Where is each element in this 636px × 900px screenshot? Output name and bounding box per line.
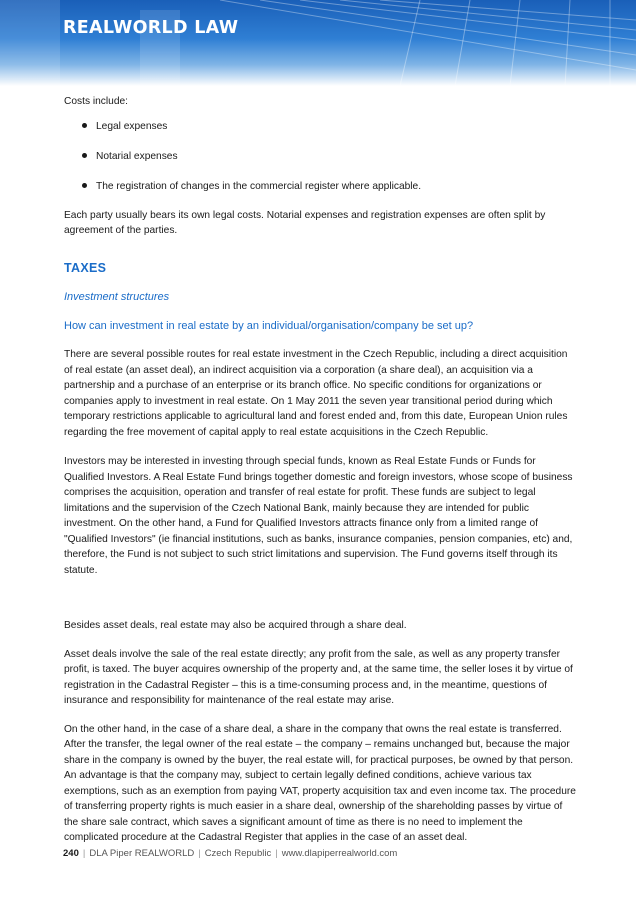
paragraph: Investors may be interested in investing through special funds, known as Real Estate Funds or Funds for Qualified Investors. A Real Estate Fund brings together domestic and foreign investors, whose scope of business comprises the acquisition, operation and transfer of real estate for profit. These funds are subject to legal limitations and the supervision of the Czech National Bank, mainly because they are intended for public investment. On the other hand, a Fund for Qualified Investors attracts finance only from a limited range of "Qualified Investors" (ie financial institutions, such as banks, insurance companies, pension companies, etc) and, therefore, the Fund is not subject to such strict limitations and supervision. The Fund governs itself through its statute.	[64, 456, 573, 576]
paragraph: Asset deals involve the sale of the real estate directly; any profit from the sale, as well as any property transfer profit, is taxed. The buyer acquires ownership of the property and, at the same time, the seller loses it by virtue of registration in the Cadastral Register – this is a time-consuming process and, in the meantime, questions of insurance and responsibility for maintenance of the real estate may arise.	[64, 648, 573, 706]
bullet-icon	[82, 183, 87, 188]
bullet-icon	[82, 123, 87, 128]
list-item-text: Legal expenses	[96, 120, 168, 132]
list-item-text: Notarial expenses	[96, 150, 178, 162]
page-footer	[63, 848, 397, 859]
list-item	[64, 119, 576, 135]
footer-divider: |	[82, 848, 86, 859]
page-number: 240	[63, 848, 79, 859]
paragraph: On the other hand, in the case of a share deal, a share in the company that owns the real estate is transferred. After the transfer, the legal owner of the real estate – the company – remains unchanged but, because the major share in the company is owned by the buyer, the real estate will, for practical purposes, be owned by that person. An advantage is that the company may, subject to certain legally defined conditions, achieve various tax exemptions, such as an exemption from paying VAT, property acquisition tax and even income tax. The procedure of transferring property rights is much easier in a share deal, ownership of the shareholding passes by virtue of the share sale contract, which saves a significant amount of time as there is no need to implement the complicated procedure at the Cadastral Register that applies in the case of an asset deal.	[64, 723, 576, 843]
list-item-text: The registration of changes in the commercial register where applicable.	[96, 180, 422, 192]
paragraph: There are several possible routes for real estate investment in the Czech Republic, including a direct acquisition of real estate (an asset deal), an indirect acquisition via a corporation (a share deal), an acquisition via a partnership and a purchase of an enterprise or its branch office. No specific conditions for organizations or companies apply to investment in real estate. On 1 May 2011 the seven year transitional period during which temporary restrictions applicable to agricultural land and forest ended and, from this date, European Union rules regarding the free movement of capital apply to real estate acquisitions in the Czech Republic.	[64, 349, 568, 438]
costs-note: Each party usually bears its own legal costs. Notarial expenses and registration expenses are often split by agreement of the parties.	[64, 209, 546, 236]
footer-country: Czech Republic	[204, 848, 272, 859]
page-content	[64, 92, 576, 846]
footer-divider: |	[198, 848, 201, 859]
footer-website[interactable]: www.dlapiperrealworld.com	[281, 848, 398, 859]
subsection-heading: Investment structures	[64, 291, 170, 303]
question-heading: How can investment in real estate by an individual/organisation/company be set up?	[64, 319, 474, 332]
footer-divider: |	[275, 848, 278, 859]
header-banner	[0, 0, 636, 86]
header-title: REALWORLD LAW	[63, 18, 239, 38]
list-item	[64, 149, 576, 165]
section-heading: TAXES	[64, 260, 107, 275]
building-graphic	[0, 0, 636, 86]
paragraph: Besides asset deals, real estate may also be acquired through a share deal.	[64, 620, 407, 631]
costs-list	[64, 119, 576, 195]
costs-intro: Costs include:	[64, 96, 128, 107]
footer-publication: DLA Piper REALWORLD	[89, 848, 195, 859]
list-item	[64, 179, 576, 195]
bullet-icon	[82, 153, 87, 158]
